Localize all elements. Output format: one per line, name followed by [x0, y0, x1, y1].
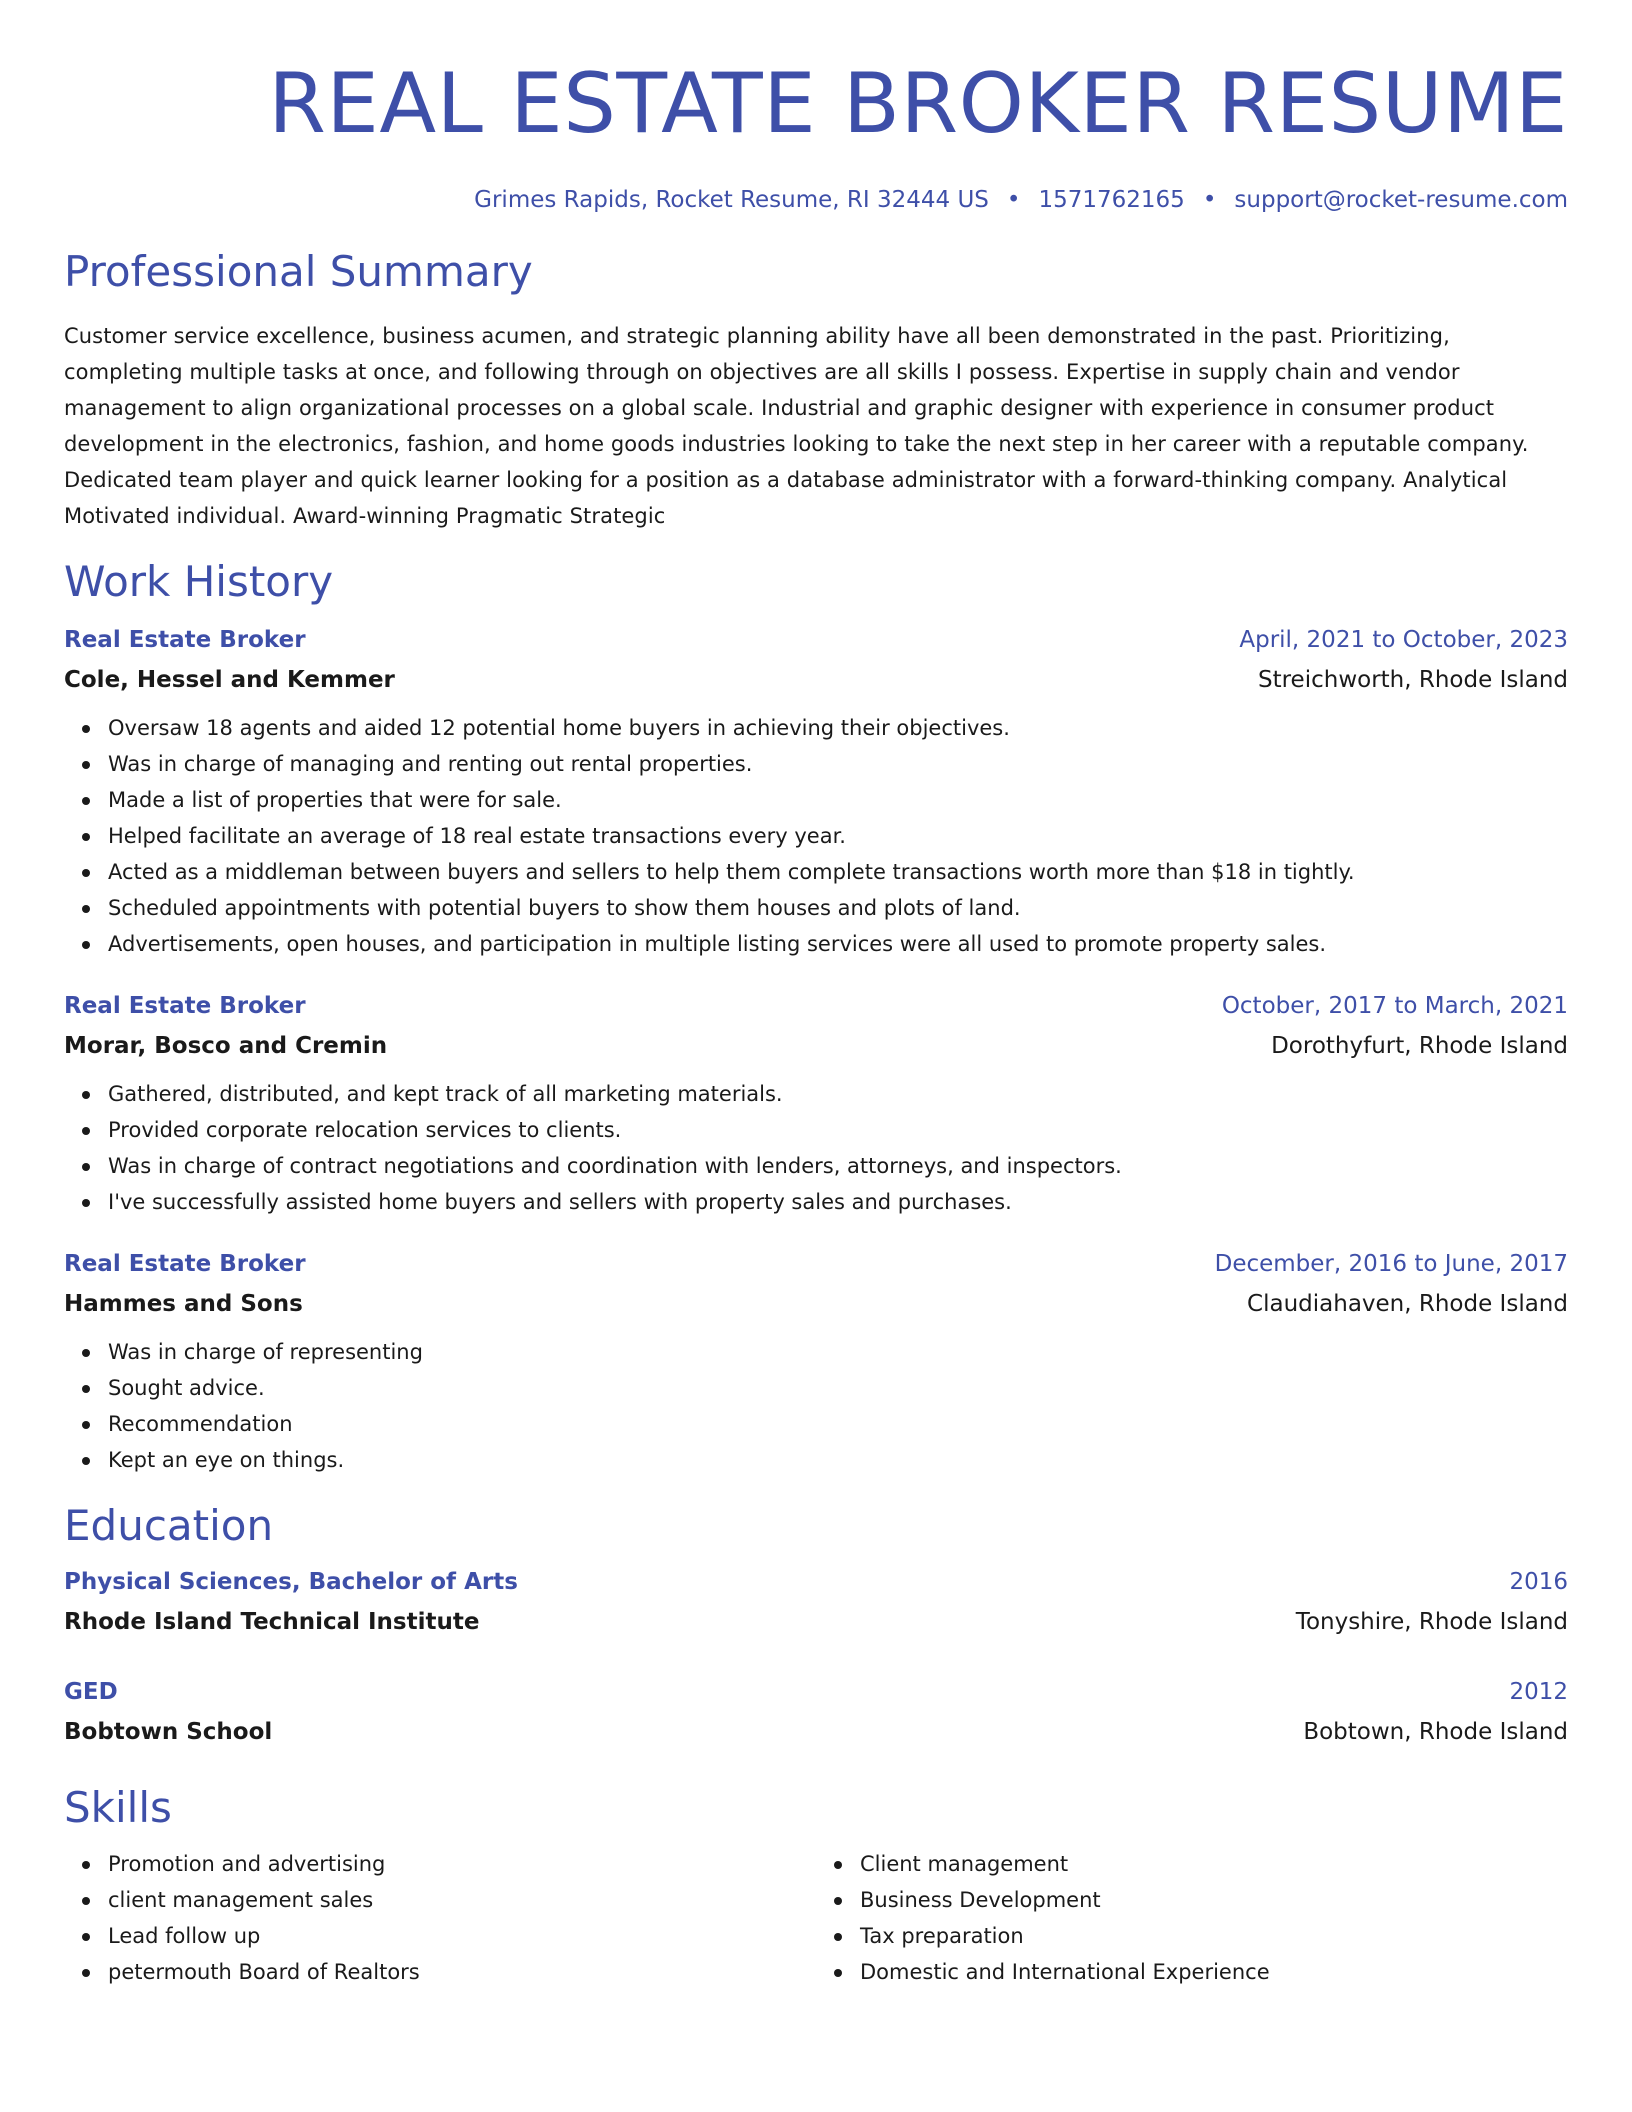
- contact-separator: •: [1202, 187, 1217, 213]
- education-entry: [64, 1562, 1568, 1642]
- job-bullet: Helped facilitate an average of 18 real estate transactions every year.: [108, 818, 1568, 854]
- job-role: Real Estate Broker: [64, 1251, 306, 1277]
- job-location: Claudiahaven, Rhode Island: [1247, 1291, 1568, 1317]
- skills-section: [64, 1782, 1568, 1990]
- resume-page: [64, 0, 1568, 1990]
- skill-item: Business Development: [860, 1882, 1568, 1918]
- job-bullet: Sought advice.: [108, 1370, 1568, 1406]
- job-bullet: Kept an eye on things.: [108, 1442, 1568, 1478]
- section-heading-skills: Skills: [64, 1783, 172, 1832]
- skill-item: Lead follow up: [108, 1918, 816, 1954]
- job-bullet-list: [64, 710, 1568, 962]
- job-bullet: Acted as a middleman between buyers and sellers to help them complete transactions worth more than $18 in tightly.: [108, 854, 1568, 890]
- skills-columns: [64, 1834, 1568, 1990]
- job-company: Hammes and Sons: [64, 1291, 303, 1317]
- skills-list-left: [64, 1846, 816, 1990]
- education-school: Rhode Island Technical Institute: [64, 1609, 480, 1635]
- education-year: 2012: [1509, 1679, 1568, 1705]
- skill-item: Domestic and International Experience: [860, 1954, 1568, 1990]
- job-entry: [64, 986, 1568, 1220]
- section-heading-education: Education: [64, 1501, 274, 1550]
- contact-email: support@rocket-resume.com: [1234, 187, 1568, 213]
- education-section: [64, 1500, 1568, 1752]
- job-bullet: Gathered, distributed, and kept track of all marketing materials.: [108, 1076, 1568, 1112]
- job-bullet: Provided corporate relocation services to clients.: [108, 1112, 1568, 1148]
- job-dates: April, 2021 to October, 2023: [1239, 627, 1568, 653]
- job-company: Morar, Bosco and Cremin: [64, 1033, 388, 1059]
- job-bullet-list: [64, 1334, 1568, 1478]
- job-bullet: Made a list of properties that were for sale.: [108, 782, 1568, 818]
- contact-phone: 1571762165: [1038, 187, 1185, 213]
- section-heading-work-history: Work History: [64, 557, 334, 606]
- summary-text: Customer service excellence, business acumen, and strategic planning ability have all been demonstrated in the past. Prioritizing, completing multiple tasks at once, and following through on objectives are all skills I possess. Expertise in supply chain and vendor management to align organizational processes on a global scale. Industrial and graphic designer with experience in consumer product development in the electronics, fashion, and home goods industries looking to take the next step in her career with a reputable company. Dedicated team player and quick learner looking for a position as a database administrator with a forward-thinking company. Analytical Motivated individual. Award-winning Pragmatic Strategic: [64, 324, 1529, 528]
- education-school: Bobtown School: [64, 1719, 273, 1745]
- job-role: Real Estate Broker: [64, 993, 306, 1019]
- job-bullet: I've successfully assisted home buyers and sellers with property sales and purchases.: [108, 1184, 1568, 1220]
- job-location: Dorothyfurt, Rhode Island: [1271, 1033, 1568, 1059]
- education-degree: Physical Sciences, Bachelor of Arts: [64, 1569, 518, 1595]
- education-location: Tonyshire, Rhode Island: [1295, 1609, 1568, 1635]
- resume-title: REAL ESTATE BROKER RESUME: [268, 55, 1568, 152]
- skill-item: Client management: [860, 1846, 1568, 1882]
- section-heading-summary: Professional Summary: [64, 247, 533, 296]
- contact-separator: •: [1006, 187, 1021, 213]
- education-entry: [64, 1672, 1568, 1752]
- work-history-section: [64, 556, 1568, 1478]
- job-bullet: Was in charge of contract negotiations and coordination with lenders, attorneys, and inspectors.: [108, 1148, 1568, 1184]
- education-degree: GED: [64, 1679, 118, 1705]
- job-bullet: Was in charge of representing: [108, 1334, 1568, 1370]
- education-location: Bobtown, Rhode Island: [1303, 1719, 1568, 1745]
- job-bullet: Advertisements, open houses, and participation in multiple listing services were all used to promote property sales.: [108, 926, 1568, 962]
- job-dates: December, 2016 to June, 2017: [1214, 1251, 1568, 1277]
- contact-address: Grimes Rapids, Rocket Resume, RI 32444 US: [474, 187, 989, 213]
- skill-item: Promotion and advertising: [108, 1846, 816, 1882]
- job-company: Cole, Hessel and Kemmer: [64, 667, 395, 693]
- job-entry: [64, 620, 1568, 962]
- skill-item: client management sales: [108, 1882, 816, 1918]
- skill-item: petermouth Board of Realtors: [108, 1954, 816, 1990]
- contact-line: [64, 184, 1568, 216]
- job-bullet: Recommendation: [108, 1406, 1568, 1442]
- job-bullet-list: [64, 1076, 1568, 1220]
- job-bullet: Was in charge of managing and renting out rental properties.: [108, 746, 1568, 782]
- skills-list-right: [816, 1846, 1568, 1990]
- job-bullet: Oversaw 18 agents and aided 12 potential home buyers in achieving their objectives.: [108, 710, 1568, 746]
- skill-item: Tax preparation: [860, 1918, 1568, 1954]
- job-location: Streichworth, Rhode Island: [1257, 667, 1568, 693]
- job-entry: [64, 1244, 1568, 1478]
- job-bullet: Scheduled appointments with potential buyers to show them houses and plots of land.: [108, 890, 1568, 926]
- job-dates: October, 2017 to March, 2021: [1221, 993, 1568, 1019]
- job-role: Real Estate Broker: [64, 627, 306, 653]
- education-year: 2016: [1509, 1569, 1568, 1595]
- summary-section: [64, 246, 1568, 534]
